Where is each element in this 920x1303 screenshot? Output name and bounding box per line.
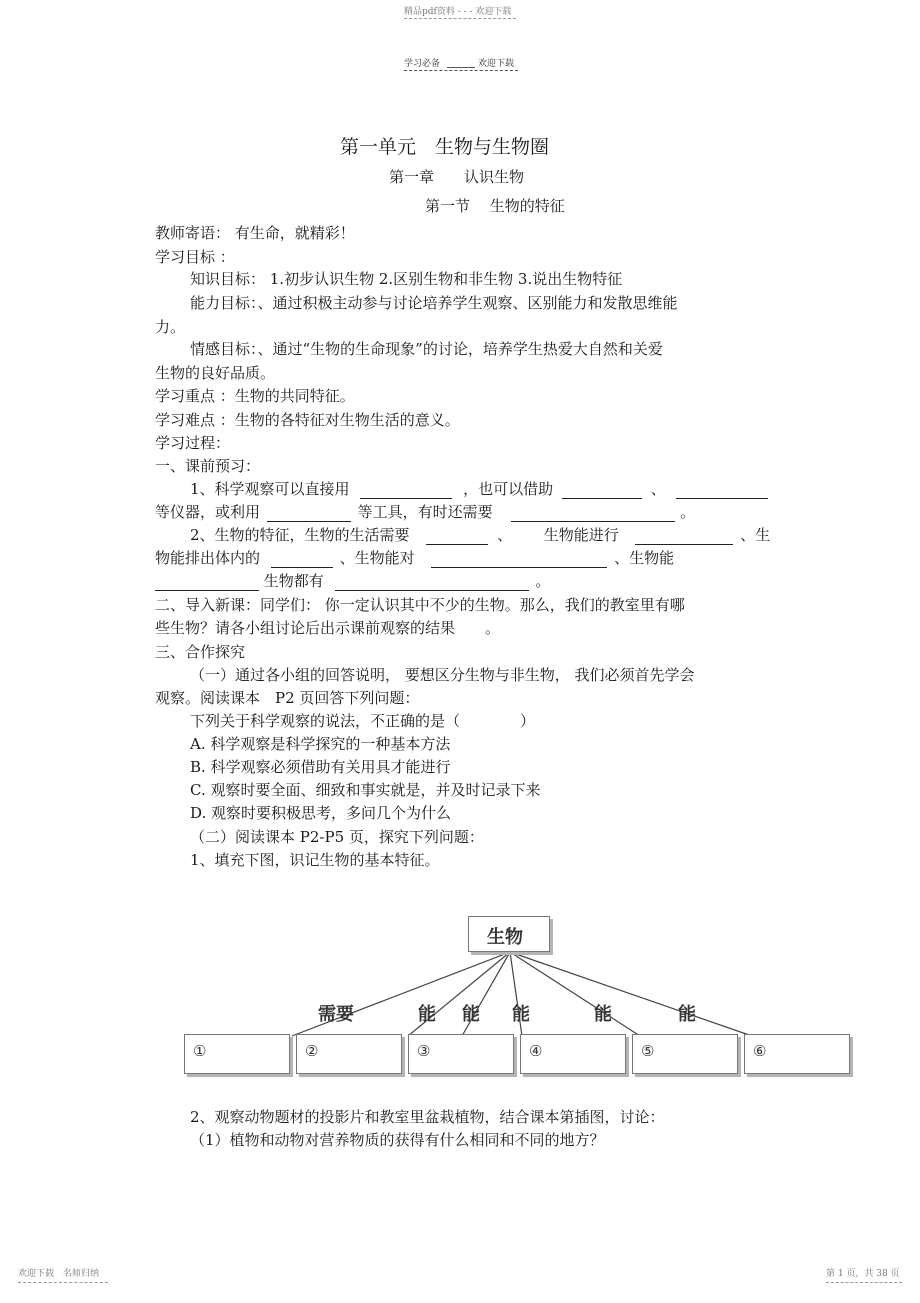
footer-page-number: 第 1 页，共 38 页 bbox=[826, 1269, 900, 1279]
blank-box-4[interactable] bbox=[520, 1034, 626, 1074]
box-number-1: ① bbox=[193, 1042, 207, 1060]
label-can-5: 能 bbox=[678, 1004, 696, 1025]
blank-box-1[interactable] bbox=[184, 1034, 290, 1074]
footer-left: 欢迎下载 名师归纳 bbox=[18, 1269, 100, 1279]
header-left-label: 学习必备 bbox=[404, 59, 441, 69]
emotion-goal-line2: 生物的良好品质。 bbox=[155, 364, 276, 382]
blank-box-3[interactable] bbox=[408, 1034, 514, 1074]
difficult-point: 学习难点 ：生物的各特征对生物生活的意义。 bbox=[155, 411, 460, 429]
process-heading: 学习过程： bbox=[155, 434, 231, 452]
label-can-4: 能 bbox=[594, 1004, 612, 1025]
q2-line1: 2、生物的特征，生物的生活需要 、 生物能进行 、生 bbox=[190, 526, 771, 544]
blank-box-6[interactable] bbox=[744, 1034, 850, 1074]
emotion-goal-line1: 情感目标：、通过“生物的生命现象”的讨论，培养学生热爱大自然和关爱 bbox=[190, 340, 663, 358]
sub-question-1: （1）植物和动物对营养物质的获得有什么相同和不同的地方？ bbox=[190, 1131, 605, 1149]
mcq-question: 下列关于科学观察的说法，不正确的是（ ） bbox=[190, 712, 536, 730]
label-need: 需要 bbox=[318, 1004, 354, 1025]
knowledge-goal: 知识目标： 1.初步认识生物 2.区别生物和非生物 3.说出生物特征 bbox=[190, 270, 623, 288]
part3-heading: 三、合作探究 bbox=[155, 643, 246, 661]
mcq-option-b: B. 科学观察必须借助有关用具才能进行 bbox=[190, 758, 451, 776]
box-number-4: ④ bbox=[529, 1042, 543, 1060]
part3a-line1: （一）通过各小组的回答说明， 要想区分生物与非生物， 我们必须首先学会 bbox=[190, 666, 695, 684]
top-banner: 精品pdf资料 - - - 欢迎下载 bbox=[404, 7, 512, 17]
chapter-title: 第一章 认识生物 bbox=[389, 168, 525, 186]
section-title: 第一节 生物的特征 bbox=[425, 197, 565, 215]
box-number-2: ② bbox=[305, 1042, 319, 1060]
observe-task: 2、观察动物题材的投影片和教室里盆栽植物，结合课本第插图，讨论： bbox=[190, 1108, 665, 1126]
ability-goal-line1: 能力目标：、通过积极主动参与讨论培养学生观察、区别能力和发散思维能 bbox=[190, 294, 678, 312]
mcq-option-c: C. 观察时要全面、细致和事实就是，并及时记录下来 bbox=[190, 781, 541, 799]
box-number-6: ⑥ bbox=[753, 1042, 767, 1060]
q1-line2: 等仪器，或利用 等工具，有时还需要 。 bbox=[155, 503, 696, 521]
box-number-3: ③ bbox=[417, 1042, 431, 1060]
q1-line1: 1、科学观察可以直接用 ，也可以借助 、 bbox=[190, 478, 768, 499]
part3a-line2: 观察。阅读课本 P2 页回答下列问题： bbox=[155, 689, 420, 707]
ability-goal-line2: 力。 bbox=[155, 318, 186, 336]
header-right-label: 欢迎下载 bbox=[478, 59, 515, 69]
goals-heading: 学习目标 ： bbox=[155, 248, 235, 266]
footer-right-divider bbox=[826, 1282, 902, 1283]
blank-box-5[interactable] bbox=[632, 1034, 738, 1074]
part3b-heading: （二）阅读课本 P2-P5 页，探究下列问题： bbox=[190, 828, 484, 846]
teacher-motto: 教师寄语： 有生命，就精彩！ bbox=[155, 224, 355, 242]
mcq-option-a: A. 科学观察是科学探究的一种基本方法 bbox=[190, 735, 451, 753]
mcq-option-d: D. 观察时要积极思考，多问几个为什么 bbox=[190, 804, 452, 822]
q2-line3: 生物都有 。 bbox=[155, 570, 550, 591]
label-can-2: 能 bbox=[462, 1004, 480, 1025]
q2-line2: 物能排出体内的 、生物能对 、生物能 bbox=[155, 549, 675, 567]
key-point: 学习重点 ：生物的共同特征。 bbox=[155, 387, 355, 405]
label-can-1: 能 bbox=[418, 1004, 436, 1025]
blank-box-2[interactable] bbox=[296, 1034, 402, 1074]
fill-diagram-task: 1、填充下图，识记生物的基本特征。 bbox=[190, 851, 440, 869]
label-can-3: 能 bbox=[512, 1004, 530, 1025]
part2-line2: 些生物？请各小组讨论后出示课前观察的结果 。 bbox=[155, 619, 501, 637]
part1-heading: 一、课前预习： bbox=[155, 457, 261, 475]
footer-left-divider bbox=[18, 1282, 108, 1283]
part2-line1: 二、导入新课：同学们： 你一定认识其中不少的生物。那么，我们的教室里有哪 bbox=[155, 596, 685, 614]
root-box bbox=[468, 916, 550, 952]
root-label: 生物 bbox=[487, 927, 523, 948]
box-number-5: ⑤ bbox=[641, 1042, 655, 1060]
unit-title: 第一单元 生物与生物圈 bbox=[340, 136, 550, 158]
